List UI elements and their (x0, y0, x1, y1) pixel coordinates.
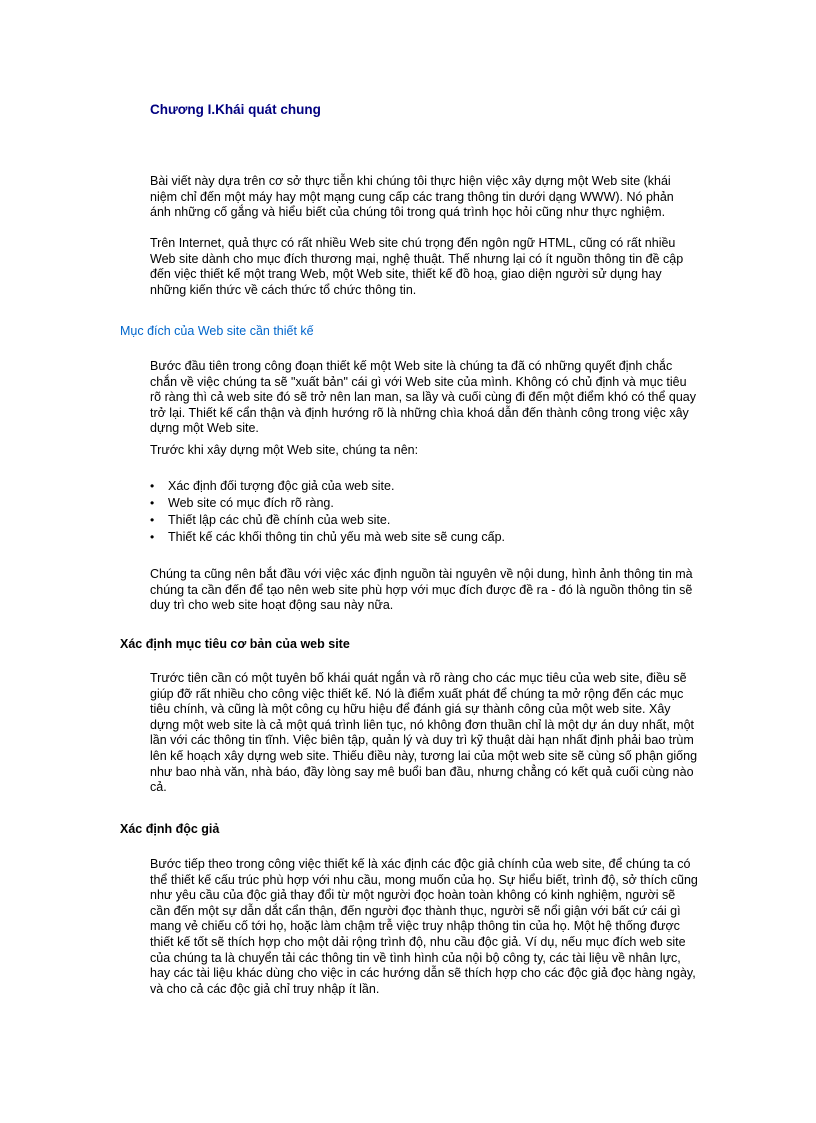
readers-paragraph: Bước tiếp theo trong công việc thiết kế là xác định các độc giả chính của web site, để chúng ta có thể thiết kế cấu trúc phù hợp với nhu cầu, mong muốn của họ. Sự hiểu biết, trình độ, sở thích cũng như yêu cầu của độc giả thay đổi từ một người đọc hoàn toàn không có kinh nghiệm, người sẽ cần đến một sự dẫn dắt cẩn thận, đến người đọc thành thục, người sẽ nổi giận với bất cứ cái gì mang vẻ chiếu cố tới họ, hoặc làm chậm trễ việc truy nhập thông tin của họ. Một hệ thống được thiết kế tốt sẽ thích hợp cho một dải rộng trình độ, nhu cầu độc giả. Ví dụ, nếu mục đích web site của chúng ta là chuyển tải các thông tin về tình hình của nội bộ công ty, các tài liệu về nhân lực, hay các tài liệu khác dùng cho việc in các hướng dẫn sẽ thích hợp cho các độc giả đọc hàng ngày, và cho cả các độc giả chỉ truy nhập ít lần. (150, 857, 698, 996)
purpose-paragraph-3: Chúng ta cũng nên bắt đầu với việc xác định nguồn tài nguyên về nội dung, hình ảnh thông tin mà chúng ta cần đến để tạo nên web site phù hợp với mục đích được đề ra - đó là nguồn thông tin sẽ duy trì cho web site hoạt động sau này nữa. (150, 567, 693, 613)
list-item: • Web site có mục đích rõ ràng. (150, 496, 334, 510)
requirements-list (150, 478, 505, 546)
list-item: • Thiết kế các khối thông tin chủ yếu mà web site sẽ cung cấp. (150, 530, 505, 544)
purpose-paragraph-1: Bước đầu tiên trong công đoạn thiết kế một Web site là chúng ta đã có những quyết định chắc chắn về việc chúng ta sẽ "xuất bản" cái gì với Web site của mình. Không có chủ định và mục tiêu rõ ràng thì cả web site đó sẽ trở nên lan man, sa lầy và cuối cùng đi đến một điểm khó có thể quay trở lại. Thiết kế cẩn thận và định hướng rõ là những chìa khoá dẫn đến thành công trong việc xây dựng một Web site. (150, 359, 697, 436)
bullet-icon: • (150, 479, 155, 493)
bullet-icon: • (150, 530, 155, 544)
intro-paragraph-2: Trên Internet, quả thực có rất nhiều Web site chú trọng đến ngôn ngữ HTML, cũng có rất nhiều Web site dành cho mục đích thương mại, nghệ thuật. Thế nhưng lại có ít nguồn thông tin đề cập đến việc thiết kế một trang Web, một Web site, thiết kế đồ hoạ, giao diện người sử dụng hay những kiến thức về cách thức tổ chức thông tin. (150, 236, 684, 297)
goals-paragraph: Trước tiên cần có một tuyên bố khái quát ngắn và rõ ràng cho các mục tiêu của web site, điều sẽ giúp đỡ rất nhiều cho công việc thiết kế. Nó là điểm xuất phát để chúng ta mở rộng đến các mục tiêu chính, và cũng là một công cụ hữu hiệu để đánh giá sự thành công của một web site. Xây dựng một web site là cả một quá trình liên tục, nó không đơn thuần chỉ là một dự án duy nhất, một lần với các thông tin tĩnh. Việc biên tập, quản lý và duy trì kỹ thuật dài hạn nhất định phải bao trùm lên kế hoạch xây dựng web site. Thiếu điều này, tương lai của một web site sẽ cùng số phận giống như bao nhà văn, nhà báo, đầy lòng say mê buổi ban đầu, nhưng chẳng có kết quả cuối cùng nào cả. (150, 671, 698, 795)
list-item: • Xác định đối tượng độc giả của web site. (150, 479, 395, 493)
purpose-paragraph-2: Trước khi xây dựng một Web site, chúng ta nên: (150, 443, 419, 457)
bullet-icon: • (150, 496, 155, 510)
chapter-title: Chương I.Khái quát chung (150, 102, 321, 117)
section-heading-goals: Xác định mục tiêu cơ bản của web site (120, 637, 350, 651)
list-item: • Thiết lập các chủ đề chính của web site. (150, 513, 391, 527)
intro-paragraph-1: Bài viết này dựa trên cơ sở thực tiễn khi chúng tôi thực hiện việc xây dựng một Web site (khái niệm chỉ đến một máy hay một mạng cung cấp các trang thông tin dưới dạng WWW). Nó phản ánh những cố gắng và hiểu biết của chúng tôi trong quá trình học hỏi cũng như thực nghiệm. (150, 174, 674, 220)
section-heading-readers: Xác định độc giả (120, 822, 220, 836)
section-heading-purpose: Mục đích của Web site cần thiết kế (120, 324, 314, 338)
bullet-icon: • (150, 513, 155, 527)
